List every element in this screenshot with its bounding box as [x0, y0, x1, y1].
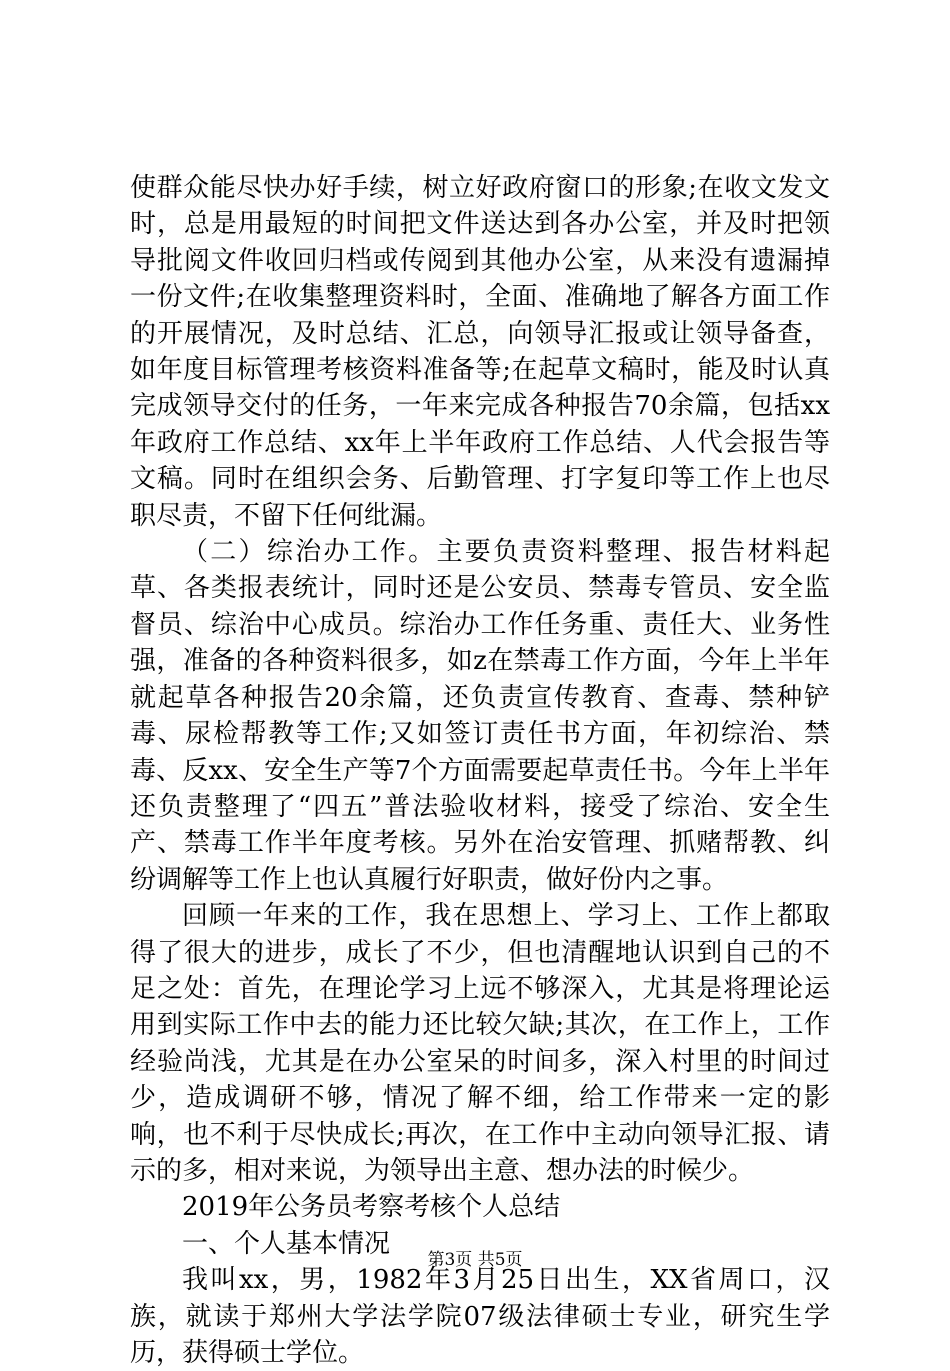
paragraph-year-review: 回顾一年来的工作，我在思想上、学习上、工作上都取得了很大的进步，成长了不少，但也清醒地认识到自己的不足之处：首先，在理论学习上远不够深入，尤其是将理论运用到实际工作中去的能力还比较欠缺;其次，在工作上，工作经验尚浅，尤其是在办公室呆的时间多，深入村里的时间过少，造成调研不够，情况了解不细，给工作带来一定的影响，也不利于尽快成长;再次，在工作中主动向领导汇报、请示的多，相对来说，为领导出主意、想办法的时候少。	[130, 901, 830, 1186]
section-title: 2019年公务员考察考核个人总结	[182, 1192, 561, 1223]
document-body	[130, 170, 830, 1371]
paragraph-office-work-continued: 使群众能尽快办好手续，树立好政府窗口的形象;在收文发文时，总是用最短的时间把文件送达到各办公室，并及时把领导批阅文件收回归档或传阅到其他办公室，从来没有遗漏掉一份文件;在收集整理资料时，全面、准确地了解各方面工作的开展情况，及时总结、汇总，向领导汇报或让领导备查，如年度目标管理考核资料准备等;在起草文稿时，能及时认真完成领导交付的任务，一年来完成各种报告70余篇，包括xx年政府工作总结、xx年上半年政府工作总结、人代会报告等文稿。同时在组织会务、后勤管理、打字复印等工作上也尽职尽责，不留下任何纰漏。	[130, 173, 830, 531]
paragraph-comprehensive-office: （二）综治办工作。主要负责资料整理、报告材料起草、各类报表统计，同时还是公安员、禁毒专管员、安全监督员、综治中心成员。综治办工作任务重、责任大、业务性强，准备的各种资料很多，如z在禁毒工作方面，今年上半年就起草各种报告20余篇，还负责宣传教育、查毒、禁种铲毒、尿检帮教等工作;又如签订责任书方面，年初综治、禁毒、反xx、安全生产等7个方面需要起草责任书。今年上半年还负责整理了“四五”普法验收材料，接受了综治、安全生产、禁毒工作半年度考核。另外在治安管理、抓赌帮教、纠纷调解等工作上也认真履行好职责，做好份内之事。	[130, 537, 830, 895]
section-heading-basic-info: 一、个人基本情况	[182, 1228, 391, 1259]
page-footer: 第3页 共5页	[427, 1250, 523, 1270]
paragraph-basic-info: 我叫xx，男，1982年3月25日出生，XX省周口，汉族，就读于郑州大学法学院07级法律硕士专业，研究生学历，获得硕士学位。	[130, 1265, 830, 1368]
